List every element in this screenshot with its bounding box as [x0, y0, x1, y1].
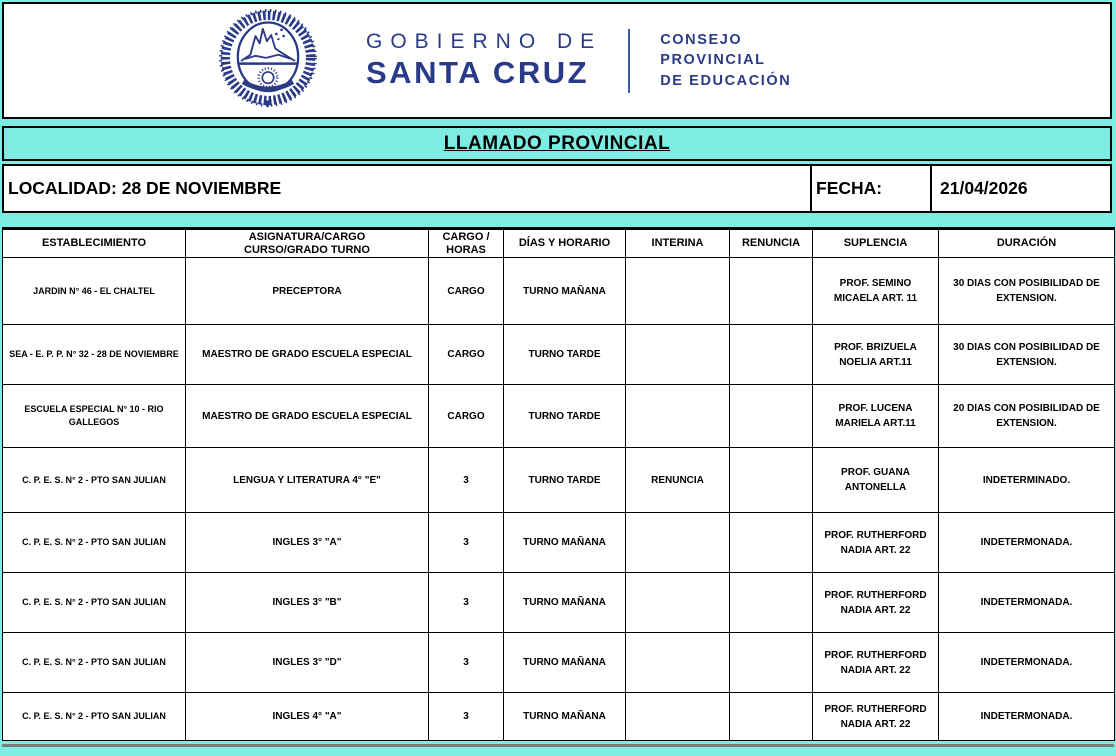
cell-establecimiento: SEA - E. P. P. N° 32 - 28 DE NOVIEMBRE [3, 325, 186, 385]
cell-interina [626, 385, 730, 448]
localidad-cell: LOCALIDAD: 28 DE NOVIEMBRE [8, 178, 282, 198]
column-header-establecimiento: ESTABLECIMIENTO [3, 229, 186, 258]
brand-line-santa-cruz: SANTA CRUZ [366, 55, 590, 90]
government-brand [366, 30, 602, 91]
cell-suplencia: PROF. BRIZUELA NOELIA ART.11 [813, 325, 939, 385]
cell-establecimiento: C. P. E. S. N° 2 - PTO SAN JULIAN [3, 633, 186, 693]
cell-suplencia: PROF. SEMINO MICAELA ART. 11 [813, 258, 939, 325]
cell-dias-horario: TURNO TARDE [504, 385, 626, 448]
cell-dias-horario: TURNO MAÑANA [504, 573, 626, 633]
cell-asignatura: MAESTRO DE GRADO ESCUELA ESPECIAL [186, 325, 429, 385]
cell-interina: RENUNCIA [626, 448, 730, 513]
table-row [3, 385, 1115, 448]
cell-establecimiento: C. P. E. S. N° 2 - PTO SAN JULIAN [3, 513, 186, 573]
column-header-interina: INTERINA [626, 229, 730, 258]
column-header-cargo-horas: CARGO / HORAS [429, 229, 504, 258]
cell-cargo-horas: 3 [429, 448, 504, 513]
cell-asignatura: INGLES 3° "B" [186, 573, 429, 633]
column-header-dias-horario: DÍAS Y HORARIO [504, 229, 626, 258]
info-bar [2, 164, 1112, 213]
cell-cargo-horas: 3 [429, 693, 504, 741]
brand-line-gobierno-de: GOBIERNO DE [366, 30, 603, 53]
cell-asignatura: PRECEPTORA [186, 258, 429, 325]
table-row [3, 693, 1115, 741]
table-header-row [3, 229, 1115, 258]
cell-dias-horario: TURNO MAÑANA [504, 513, 626, 573]
cell-suplencia: PROF. RUTHERFORD NADIA ART. 22 [813, 573, 939, 633]
column-header-suplencia: SUPLENCIA [813, 229, 939, 258]
cell-establecimiento: ESCUELA ESPECIAL N° 10 - RIO GALLEGOS [3, 385, 186, 448]
cell-cargo-horas: CARGO [429, 258, 504, 325]
cell-dias-horario: TURNO MAÑANA [504, 693, 626, 741]
org-name-block [660, 30, 791, 92]
cell-renuncia [730, 693, 813, 741]
cell-dias-horario: TURNO TARDE [504, 448, 626, 513]
cell-renuncia [730, 385, 813, 448]
cell-establecimiento: C. P. E. S. N° 2 - PTO SAN JULIAN [3, 693, 186, 741]
cell-duracion: 30 DIAS CON POSIBILIDAD DE EXTENSION. [939, 258, 1115, 325]
cell-interina [626, 513, 730, 573]
cell-interina [626, 258, 730, 325]
cell-duracion: INDETERMONADA. [939, 633, 1115, 693]
title-bar [2, 126, 1112, 161]
cell-cargo-horas: CARGO [429, 325, 504, 385]
cell-cargo-horas: 3 [429, 513, 504, 573]
cell-dias-horario: TURNO TARDE [504, 325, 626, 385]
cell-renuncia [730, 448, 813, 513]
cell-asignatura: INGLES 3° "D" [186, 633, 429, 693]
cell-suplencia: PROF. RUTHERFORD NADIA ART. 22 [813, 633, 939, 693]
cell-dias-horario: TURNO MAÑANA [504, 258, 626, 325]
cell-suplencia: PROF. RUTHERFORD NADIA ART. 22 [813, 693, 939, 741]
fecha-label-cell: FECHA: [810, 166, 932, 211]
cell-suplencia: PROF. RUTHERFORD NADIA ART. 22 [813, 513, 939, 573]
cell-asignatura: MAESTRO DE GRADO ESCUELA ESPECIAL [186, 385, 429, 448]
cell-asignatura: INGLES 3° "A" [186, 513, 429, 573]
cell-duracion: INDETERMONADA. [939, 693, 1115, 741]
column-header-duracion: DURACIÓN [939, 229, 1115, 258]
cell-duracion: INDETERMONADA. [939, 573, 1115, 633]
cell-duracion: INDETERMINADO. [939, 448, 1115, 513]
cell-cargo-horas: 3 [429, 633, 504, 693]
cell-interina [626, 573, 730, 633]
cell-suplencia: PROF. GUANA ANTONELLA [813, 448, 939, 513]
cell-establecimiento: C. P. E. S. N° 2 - PTO SAN JULIAN [3, 448, 186, 513]
cell-duracion: INDETERMONADA. [939, 513, 1115, 573]
cell-asignatura: LENGUA Y LITERATURA 4° "E" [186, 448, 429, 513]
header-divider [628, 29, 630, 93]
table-row [3, 448, 1115, 513]
table-row [3, 573, 1115, 633]
cell-duracion: 20 DIAS CON POSIBILIDAD DE EXTENSION. [939, 385, 1115, 448]
org-line-provincial: PROVINCIAL [660, 52, 766, 69]
cell-asignatura: INGLES 4° "A" [186, 693, 429, 741]
table-row [3, 258, 1115, 325]
cell-interina [626, 633, 730, 693]
page-title: LLAMADO PROVINCIAL [443, 132, 671, 154]
coat-of-arms-icon [212, 9, 324, 113]
cell-renuncia [730, 573, 813, 633]
cell-renuncia [730, 633, 813, 693]
cell-renuncia [730, 325, 813, 385]
cell-cargo-horas: CARGO [429, 385, 504, 448]
fecha-value-cell: 21/04/2026 [940, 178, 1028, 198]
cell-suplencia: PROF. LUCENA MARIELA ART.11 [813, 385, 939, 448]
cell-renuncia [730, 513, 813, 573]
column-header-asignatura: ASIGNATURA/CARGO CURSO/GRADO TURNO [186, 229, 429, 258]
cell-dias-horario: TURNO MAÑANA [504, 633, 626, 693]
cell-interina [626, 325, 730, 385]
table-row [3, 325, 1115, 385]
table-row [3, 633, 1115, 693]
cell-establecimiento: JARDIN N° 46 - EL CHALTEL [3, 258, 186, 325]
cell-cargo-horas: 3 [429, 573, 504, 633]
cell-renuncia [730, 258, 813, 325]
cell-establecimiento: C. P. E. S. N° 2 - PTO SAN JULIAN [3, 573, 186, 633]
vacancies-table [2, 227, 1115, 741]
org-line-consejo: CONSEJO [660, 31, 743, 48]
org-line-de-educacion: DE EDUCACIÓN [660, 72, 792, 89]
letterhead [2, 2, 1112, 119]
table-row [3, 513, 1115, 573]
table-bottom-shadow [2, 744, 1114, 747]
cell-duracion: 30 DIAS CON POSIBILIDAD DE EXTENSION. [939, 325, 1115, 385]
column-header-renuncia: RENUNCIA [730, 229, 813, 258]
cell-interina [626, 693, 730, 741]
